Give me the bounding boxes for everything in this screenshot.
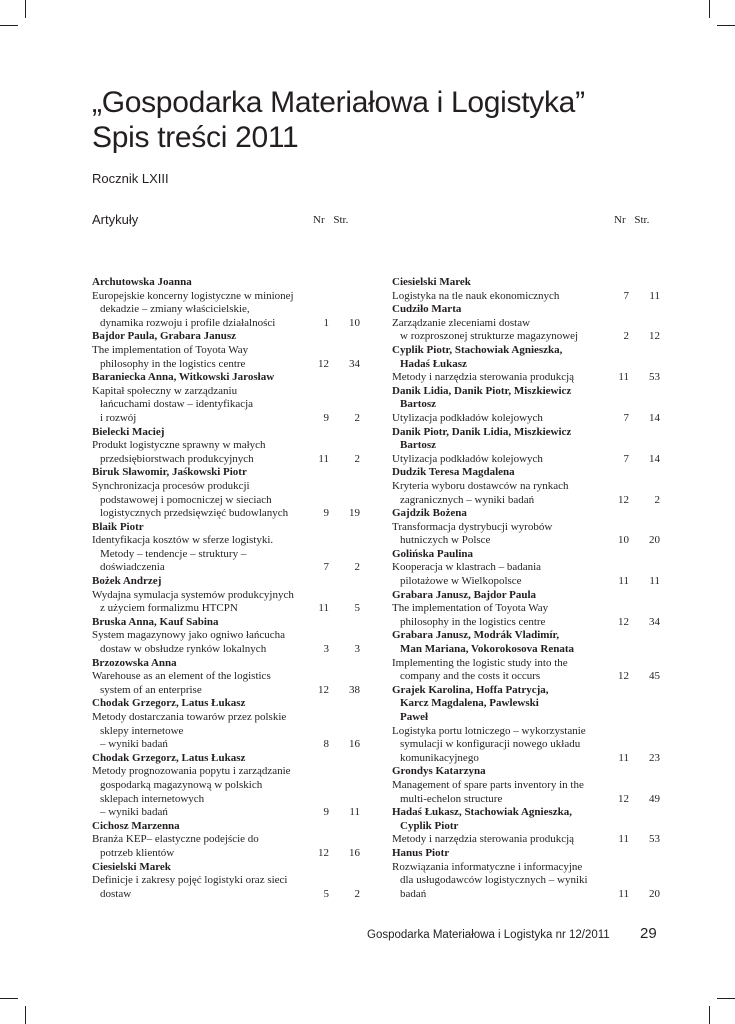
toc-entry bbox=[92, 426, 362, 467]
entry-title-text: philosophy in the logistics centre bbox=[100, 357, 246, 370]
entry-author: Hanus Piotr bbox=[392, 846, 450, 859]
entry-title-text: Kapitał społeczny w zarządzaniu bbox=[92, 384, 238, 397]
entry-title-line bbox=[92, 439, 362, 453]
toc-entry bbox=[392, 684, 662, 766]
issue-number: 9 bbox=[323, 507, 329, 520]
toc-entry bbox=[392, 589, 662, 630]
entry-title-text: philosophy in the logistics centre bbox=[400, 615, 546, 628]
entry-title-line bbox=[92, 398, 362, 412]
entry-author: Bożek Andrzej bbox=[92, 575, 162, 588]
toc-entry bbox=[392, 806, 662, 847]
entry-title-line bbox=[392, 534, 662, 548]
entry-title-text: z użyciem formalizmu HTCPN bbox=[100, 602, 238, 615]
entry-title-line bbox=[92, 412, 362, 426]
entry-title-text: Kryteria wyboru dostawców na rynkach bbox=[392, 479, 569, 492]
toc-entry bbox=[392, 847, 662, 901]
toc-entry bbox=[92, 616, 362, 657]
entry-title-text: Zarządzanie zleceniami dostaw bbox=[392, 316, 531, 329]
entry-title-line bbox=[392, 561, 662, 575]
entry-author: Hadaś Łukasz bbox=[400, 357, 467, 370]
entry-title-text: dynamika rozwoju i profile działalności bbox=[100, 316, 276, 329]
entry-title-line bbox=[392, 330, 662, 344]
entry-title-line bbox=[392, 888, 662, 902]
footer-journal: Gospodarka Materiałowa i Logistyka nr 12/2011 bbox=[367, 929, 610, 941]
entry-title-line bbox=[392, 453, 662, 467]
entry-title-line bbox=[92, 385, 362, 399]
title-line-1: „Gospodarka Materiałowa i Logistyka” bbox=[92, 86, 585, 119]
toc-entry bbox=[92, 752, 362, 820]
page-ref: 11 bbox=[649, 575, 660, 588]
issue-number: 7 bbox=[623, 411, 629, 424]
entry-author: Bruska Anna, Kauf Sabina bbox=[92, 615, 219, 628]
crop-mark bbox=[25, 1006, 26, 1024]
issue-number: 12 bbox=[318, 846, 329, 859]
entry-title-text: potrzeb klientów bbox=[100, 846, 175, 859]
entry-title-line bbox=[92, 494, 362, 508]
entry-title-line bbox=[92, 833, 362, 847]
entry-author: Danik Piotr, Danik Lidia, Miszkiewicz bbox=[392, 425, 572, 438]
issue-number: 3 bbox=[323, 643, 329, 656]
entry-title-text: System magazynowy jako ogniwo łańcucha bbox=[92, 629, 286, 642]
toc-entry bbox=[392, 629, 662, 683]
entry-title-line bbox=[392, 494, 662, 508]
entry-title-line bbox=[92, 303, 362, 317]
entry-title-line bbox=[92, 561, 362, 575]
entry-title-text: company and the costs it occurs bbox=[400, 670, 541, 683]
entry-title-line bbox=[92, 779, 362, 793]
crop-mark bbox=[0, 998, 18, 999]
issue-number: 1 bbox=[323, 316, 329, 329]
page-ref: 2 bbox=[354, 411, 360, 424]
issue-number: 11 bbox=[618, 751, 629, 764]
page-ref: 3 bbox=[354, 643, 360, 656]
entry-title-line bbox=[92, 290, 362, 304]
toc-entry bbox=[392, 507, 662, 548]
page-ref: 2 bbox=[354, 452, 360, 465]
page-number: 29 bbox=[640, 925, 657, 942]
entry-title-text: w rozproszonej strukturze magazynowej bbox=[400, 330, 579, 343]
entry-title-line bbox=[92, 629, 362, 643]
entry-title-line bbox=[392, 521, 662, 535]
entry-title-text: hutniczych w Polsce bbox=[400, 534, 491, 547]
entry-title-line bbox=[392, 602, 662, 616]
entry-title-line bbox=[392, 290, 662, 304]
toc-entry bbox=[392, 466, 662, 507]
entry-title-text: Produkt logistyczne sprawny w małych bbox=[92, 439, 266, 452]
entry-title-line bbox=[92, 806, 362, 820]
entry-title-text: logistycznych przedsięwzięć budowlanych bbox=[100, 507, 289, 520]
entry-title-line bbox=[92, 453, 362, 467]
entry-title-text: Management of spare parts inventory in the bbox=[392, 778, 584, 791]
entry-title-text: dekadzie – zmiany właścicielskie, bbox=[100, 303, 250, 316]
entry-title-line bbox=[92, 548, 362, 562]
page-ref: 14 bbox=[649, 411, 660, 424]
entry-title-text: dostaw bbox=[100, 887, 132, 900]
entry-title-text: komunikacyjnego bbox=[400, 751, 479, 764]
entry-title-line bbox=[92, 874, 362, 888]
entry-title-text: podstawowej i pomocniczej w sieciach bbox=[100, 493, 272, 506]
entry-title-text: i rozwój bbox=[100, 411, 137, 424]
section-label: Artykuły bbox=[92, 212, 139, 227]
issue-number: 12 bbox=[318, 683, 329, 696]
entry-author: Dudzik Teresa Magdalena bbox=[392, 466, 515, 479]
entry-author: Grajek Karolina, Hoffa Patrycja, bbox=[392, 683, 549, 696]
entry-title-text: Identyfikacja kosztów w sferze logistyki. bbox=[92, 534, 274, 547]
entry-title-text: The implementation of Toyota Way bbox=[392, 602, 549, 615]
entry-title-text: Wydajna symulacja systemów produkcyjnych bbox=[92, 588, 294, 601]
left-column-header bbox=[313, 214, 348, 226]
entry-title-text: Metody i narzędzia sterowania produkcją bbox=[392, 371, 575, 384]
header-str: Str. bbox=[333, 214, 349, 226]
entry-title-text: symulacji w konfiguracji nowego układu bbox=[400, 738, 581, 751]
toc-entry bbox=[92, 575, 362, 616]
right-column bbox=[392, 276, 662, 901]
entry-title-line bbox=[92, 684, 362, 698]
entry-author: Paweł bbox=[400, 711, 429, 723]
toc-entry bbox=[392, 276, 662, 303]
entry-title-text: Europejskie koncerny logistyczne w minionej bbox=[92, 289, 294, 302]
page-ref: 16 bbox=[349, 738, 360, 751]
entry-title-text: Utylizacja podkładów kolejowych bbox=[392, 411, 543, 424]
entry-title-text: Metody – tendencje – struktury – bbox=[100, 547, 247, 560]
entry-title-text: Utylizacja podkładów kolejowych bbox=[392, 452, 543, 465]
issue-number: 11 bbox=[618, 833, 629, 846]
crop-mark bbox=[709, 0, 710, 18]
issue-number: 12 bbox=[318, 357, 329, 370]
toc-entry bbox=[392, 765, 662, 806]
toc-entry bbox=[92, 820, 362, 861]
entry-author: Danik Lidia, Danik Piotr, Miszkiewicz bbox=[392, 384, 572, 397]
page-ref: 12 bbox=[649, 330, 660, 343]
entry-author: Cudziło Marta bbox=[392, 303, 462, 316]
entry-title-text: gospodarką magazynową w polskich bbox=[100, 778, 263, 791]
page-ref: 2 bbox=[654, 493, 660, 506]
crop-mark bbox=[717, 25, 735, 26]
entry-title-text: dostaw w obsłudze rynków lokalnych bbox=[100, 643, 267, 656]
entry-author: Chodak Grzegorz, Latus Łukasz bbox=[92, 697, 246, 710]
entry-author: Brzozowska Anna bbox=[92, 656, 177, 669]
entry-title-line bbox=[92, 725, 362, 739]
entry-title-text: Rozwiązania informatyczne i informacyjne bbox=[392, 860, 583, 873]
toc-entry bbox=[92, 371, 362, 425]
entry-title-line bbox=[392, 670, 662, 684]
toc-entry bbox=[392, 303, 662, 344]
toc-entry bbox=[92, 657, 362, 698]
entry-author: Baraniecka Anna, Witkowski Jarosław bbox=[92, 371, 275, 384]
toc-entry bbox=[392, 385, 662, 426]
entry-author: Grondys Katarzyna bbox=[392, 765, 486, 778]
issue-number: 7 bbox=[323, 561, 329, 574]
title-line-2: Spis treści 2011 bbox=[92, 121, 299, 154]
entry-title-line bbox=[92, 534, 362, 548]
entry-title-text: Warehouse as an element of the logistics bbox=[92, 670, 271, 683]
entry-title-text: Transformacja dystrybucji wyrobów bbox=[392, 520, 553, 533]
page-ref: 16 bbox=[349, 846, 360, 859]
entry-title-line bbox=[392, 793, 662, 807]
entry-title-line bbox=[392, 657, 662, 671]
entry-title-text: przedsiębiorstwach produkcyjnych bbox=[100, 452, 254, 465]
entry-author: Man Mariana, Vokorokosova Renata bbox=[400, 643, 574, 656]
entry-title-text: łańcuchami dostaw – identyfikacja bbox=[100, 398, 254, 411]
page-ref: 38 bbox=[349, 683, 360, 696]
entry-title-line bbox=[392, 616, 662, 630]
page-ref: 5 bbox=[354, 602, 360, 615]
issue-number: 2 bbox=[623, 330, 629, 343]
issue-number: 12 bbox=[618, 792, 629, 805]
crop-mark bbox=[709, 1006, 710, 1024]
entry-title-text: zagranicznych – wyniki badań bbox=[400, 493, 535, 506]
toc-entry bbox=[92, 276, 362, 330]
page-ref: 14 bbox=[649, 452, 660, 465]
page-ref: 23 bbox=[649, 751, 660, 764]
issue-number: 12 bbox=[618, 670, 629, 683]
page-ref: 20 bbox=[649, 534, 660, 547]
issue-number: 11 bbox=[618, 575, 629, 588]
entry-author: Blaik Piotr bbox=[92, 520, 144, 533]
issue-number: 10 bbox=[618, 534, 629, 547]
entry-author: Grabara Janusz, Modrák Vladimír, bbox=[392, 629, 560, 642]
toc-entry bbox=[392, 548, 662, 589]
volume-label: Rocznik LXIII bbox=[92, 171, 169, 186]
page-ref: 10 bbox=[349, 316, 360, 329]
entry-title-line bbox=[92, 317, 362, 331]
entry-title-line bbox=[92, 765, 362, 779]
entry-title-line bbox=[392, 371, 662, 385]
toc-entry bbox=[92, 697, 362, 751]
entry-author: Cichosz Marzenna bbox=[92, 819, 180, 832]
entry-title-line bbox=[392, 833, 662, 847]
right-column-header bbox=[614, 214, 649, 226]
entry-title-line bbox=[92, 711, 362, 725]
entry-author: Archutowska Joanna bbox=[92, 276, 192, 288]
entry-title-text: Implementing the logistic study into the bbox=[392, 656, 568, 669]
entry-author: Grabara Janusz, Bajdor Paula bbox=[392, 588, 537, 601]
entry-author: Bartosz bbox=[400, 398, 437, 411]
page-ref: 53 bbox=[649, 371, 660, 384]
page-ref: 2 bbox=[354, 561, 360, 574]
issue-number: 11 bbox=[618, 887, 629, 900]
entry-title-text: badań bbox=[400, 887, 427, 900]
entry-title-line bbox=[92, 602, 362, 616]
crop-mark bbox=[25, 0, 26, 18]
entry-title-line bbox=[392, 861, 662, 875]
entry-title-line bbox=[92, 793, 362, 807]
entry-author: Karcz Magdalena, Pawlewski bbox=[400, 697, 539, 710]
entry-author: Bajdor Paula, Grabara Janusz bbox=[92, 330, 237, 343]
entry-author: Bartosz bbox=[400, 439, 437, 452]
toc-entry bbox=[92, 861, 362, 902]
page-ref: 20 bbox=[649, 887, 660, 900]
page-ref: 34 bbox=[649, 615, 660, 628]
entry-title-text: multi-echelon structure bbox=[400, 792, 503, 805]
page-ref: 53 bbox=[649, 833, 660, 846]
left-column bbox=[92, 276, 362, 901]
page-ref: 11 bbox=[649, 289, 660, 302]
page-ref: 49 bbox=[649, 792, 660, 805]
issue-number: 8 bbox=[323, 738, 329, 751]
toc-entry bbox=[92, 521, 362, 575]
entry-title-line bbox=[92, 847, 362, 861]
entry-title-text: Logistyka portu lotniczego – wykorzystanie bbox=[392, 724, 586, 737]
entry-title-line bbox=[92, 738, 362, 752]
page-ref: 19 bbox=[349, 507, 360, 520]
issue-number: 11 bbox=[318, 602, 329, 615]
entry-author: Hadaś Łukasz, Stachowiak Agnieszka, bbox=[392, 806, 573, 819]
entry-title-line bbox=[392, 575, 662, 589]
entry-title-text: sklepach internetowych bbox=[100, 792, 205, 805]
entry-title-text: Metody prognozowania popytu i zarządzanie bbox=[92, 765, 291, 778]
entry-title-text: Metody i narzędzia sterowania produkcją bbox=[392, 833, 575, 846]
entry-author: Cyplik Piotr, Stachowiak Agnieszka, bbox=[392, 343, 563, 356]
issue-number: 7 bbox=[623, 452, 629, 465]
toc-entry bbox=[392, 426, 662, 467]
entry-title-line bbox=[392, 317, 662, 331]
page-ref: 34 bbox=[349, 357, 360, 370]
entry-title-line bbox=[92, 507, 362, 521]
entry-author: Golińska Paulina bbox=[392, 547, 474, 560]
entry-title-line bbox=[392, 738, 662, 752]
entry-title-line bbox=[92, 888, 362, 902]
entry-title-text: Synchronizacja procesów produkcji bbox=[92, 479, 250, 492]
header-str: Str. bbox=[634, 214, 650, 226]
entry-title-line bbox=[392, 779, 662, 793]
issue-number: 11 bbox=[318, 452, 329, 465]
entry-title-line bbox=[92, 344, 362, 358]
entry-title-text: dla usługodawców logistycznych – wyniki bbox=[400, 874, 588, 887]
entry-author: Gajdzik Bożena bbox=[392, 507, 467, 520]
entry-title-line bbox=[92, 358, 362, 372]
entry-title-text: system of an enterprise bbox=[100, 683, 202, 696]
entry-title-line bbox=[392, 874, 662, 888]
entry-title-text: Logistyka na tle nauk ekonomicznych bbox=[392, 289, 560, 302]
issue-number: 12 bbox=[618, 615, 629, 628]
entry-title-line bbox=[92, 480, 362, 494]
crop-mark bbox=[717, 998, 735, 999]
entry-author: Ciesielski Marek bbox=[92, 860, 171, 873]
entry-title-line bbox=[92, 670, 362, 684]
entry-title-text: sklepy internetowe bbox=[100, 724, 184, 737]
entry-title-text: The implementation of Toyota Way bbox=[92, 343, 249, 356]
page-ref: 2 bbox=[354, 887, 360, 900]
entry-author: Cyplik Piotr bbox=[400, 819, 459, 832]
issue-number: 11 bbox=[618, 371, 629, 384]
entry-title-text: Metody dostarczania towarów przez polskie bbox=[92, 711, 287, 723]
entry-title-text: Kooperacja w klastrach – badania bbox=[392, 561, 542, 574]
issue-number: 9 bbox=[323, 806, 329, 819]
entry-title-line bbox=[392, 412, 662, 426]
entry-title-text: – wyniki badań bbox=[100, 806, 168, 819]
entry-title-text: – wyniki badań bbox=[100, 738, 168, 751]
toc-entry bbox=[92, 466, 362, 520]
entry-title-line bbox=[392, 480, 662, 494]
crop-mark bbox=[0, 25, 18, 26]
entry-author: Bielecki Maciej bbox=[92, 425, 165, 438]
toc-entry bbox=[92, 330, 362, 371]
issue-number: 5 bbox=[323, 887, 329, 900]
entry-title-text: pilotażowe w Wielkopolsce bbox=[400, 575, 522, 588]
entry-title-line bbox=[392, 725, 662, 739]
page-title bbox=[92, 85, 585, 155]
entry-title-line bbox=[92, 643, 362, 657]
header-nr: Nr bbox=[614, 214, 626, 226]
header-nr: Nr bbox=[313, 214, 325, 226]
issue-number: 7 bbox=[623, 289, 629, 302]
entry-title-line bbox=[392, 752, 662, 766]
entry-title-text: doświadczenia bbox=[100, 561, 165, 574]
entry-author: Ciesielski Marek bbox=[392, 276, 471, 288]
entry-title-line bbox=[92, 589, 362, 603]
entry-author: Chodak Grzegorz, Latus Łukasz bbox=[92, 751, 246, 764]
issue-number: 12 bbox=[618, 493, 629, 506]
page-ref: 45 bbox=[649, 670, 660, 683]
entry-author: Biruk Sławomir, Jaśkowski Piotr bbox=[92, 466, 247, 479]
entry-title-text: Definicje i zakresy pojęć logistyki oraz sieci bbox=[92, 874, 288, 887]
toc-entry bbox=[392, 344, 662, 385]
entry-title-text: Branża KEP– elastyczne podejście do bbox=[92, 833, 259, 846]
issue-number: 9 bbox=[323, 411, 329, 424]
page-ref: 11 bbox=[349, 806, 360, 819]
